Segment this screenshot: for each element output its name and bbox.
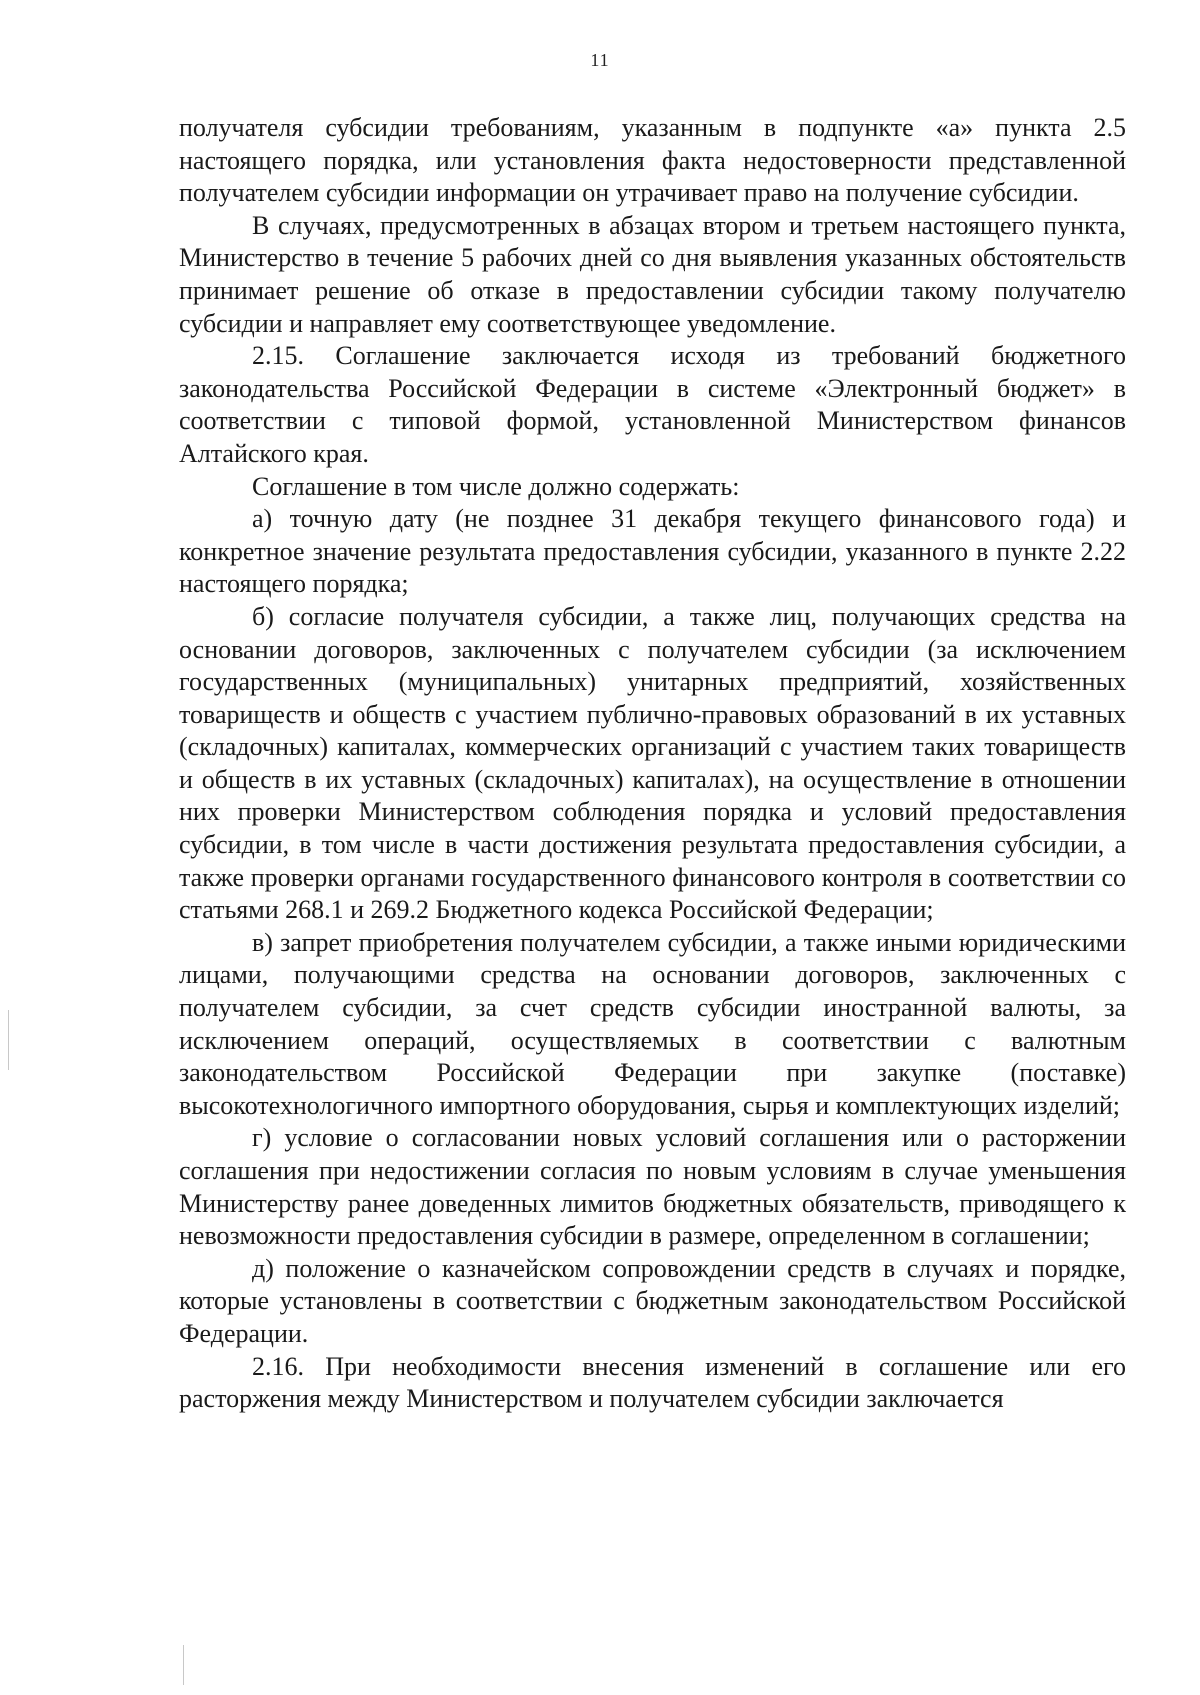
paragraph-2-15: 2.15. Соглашение заключается исходя из требований бюджетного законодательства Российской Федерации в системе «Электронный бюджет» в соответствии с типовой формой, установленной Министерством финансов Алтайского края. <box>179 341 1126 468</box>
document-body <box>179 112 1126 1416</box>
paragraph-refusal-cases: В случаях, предусмотренных в абзацах втором и третьем настоящего пункта, Министерство в течение 5 рабочих дней со дня выявления указанных обстоятельств принимает решение об отказе в предоставлении субсидии такому получателю субсидии и направляет ему соответствующее уведомление. <box>179 210 1126 338</box>
paragraph-2-16: 2.16. При необходимости внесения изменений в соглашение или его расторжения между Министерством и получателем субсидии заключается <box>179 1351 1126 1414</box>
paragraph-agreement-contents: Соглашение в том числе должно содержать: <box>252 471 740 501</box>
list-item-g: г) условие о согласовании новых условий соглашения или о расторжении соглашения при недостижении согласия по новым условиям в случае уменьшения Министерству ранее доведенных лимитов бюджетных обязательств, приводящего к невозможности предоставления субсидии в размере, определенном в соглашении; <box>179 1123 1126 1251</box>
scan-margin-mark <box>183 1645 184 1685</box>
list-item-a: а) точную дату (не позднее 31 декабря текущего финансового года) и конкретное значение результата предоставления субсидии, указанного в пункте 2.22 настоящего порядка; <box>179 504 1126 599</box>
page-number: 11 <box>590 50 610 70</box>
scan-margin-mark <box>8 1010 9 1070</box>
list-item-v: в) запрет приобретения получателем субсидии, а также иными юридическими лицами, получающими средства на основании договоров, заключенных с получателем субсидии, за счет средств субсидии иностранной валюты, за исключением операций, осуществляемых в соответствии с валютным законодательством Российской Федерации при закупке (поставке) высокотехнологичного импортного оборудования, сырья и комплектующих изделий; <box>179 927 1126 1120</box>
paragraph-continuation: получателя субсидии требованиям, указанным в подпункте «а» пункта 2.5 настоящего порядка, или установления факта недостоверности представленной получателем субсидии информации он утрачивает право на получение субсидии. <box>179 113 1126 208</box>
list-item-b: б) согласие получателя субсидии, а также лиц, получающих средства на основании договоров, заключенных с получателем субсидии (за исключением государственных (муниципальных) унитарных предприятий, хозяйственных товариществ и обществ с участием публично-правовых образований в их уставных (складочных) капиталах, коммерческих организаций с участием таких товариществ и обществ в их уставных (складочных) капиталах), на осуществление в отношении них проверки Министерством соблюдения порядка и условий предоставления субсидии, в том числе в части достижения результата предоставления субсидии, а также проверки органами государственного финансового контроля в соответствии со статьями 268.1 и 269.2 Бюджетного кодекса Российской Федерации; <box>179 601 1126 925</box>
list-item-d: д) положение о казначейском сопровождении средств в случаях и порядке, которые установлены в соответствии с бюджетным законодательством Российской Федерации. <box>179 1253 1126 1348</box>
